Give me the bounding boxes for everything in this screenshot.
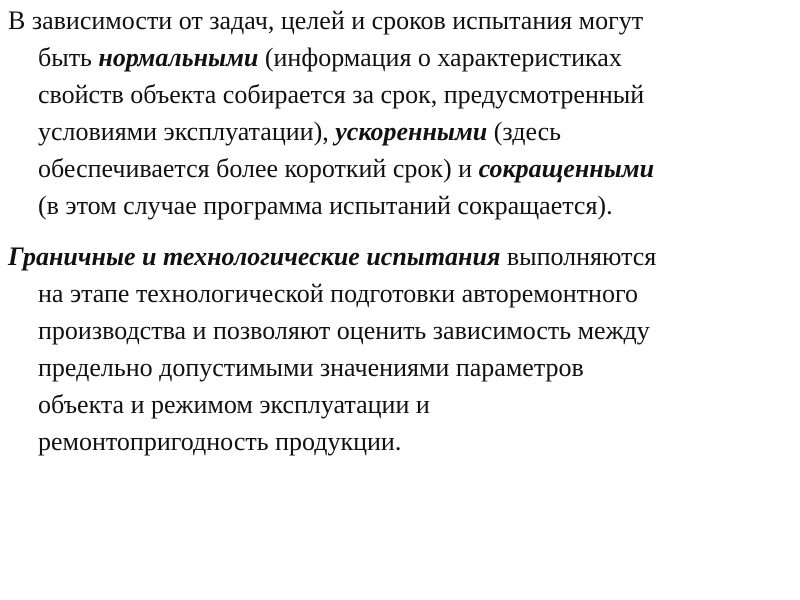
term-boundary-technological-tests: Граничные и технологические испытания — [8, 242, 501, 271]
text-line: Граничные и технологические испытания выполняются — [8, 242, 657, 271]
text-line: объекта и режимом эксплуатации и — [38, 390, 430, 419]
term-accelerated: ускоренными — [335, 117, 488, 146]
paragraph-test-types — [8, 2, 800, 224]
text-line: обеспечивается более короткий срок) и сокращенными — [38, 154, 655, 183]
text-line: быть нормальными (информация о характеристиках — [38, 43, 622, 72]
text-line: (в этом случае программа испытаний сокращается). — [38, 191, 613, 220]
text-line: ремонтопригодность продукции. — [38, 427, 402, 456]
term-normal: нормальными — [98, 43, 259, 72]
paragraph-boundary-tests — [8, 238, 800, 460]
text-line: В зависимости от задач, целей и сроков испытания могут — [8, 6, 644, 35]
term-reduced: сокращенными — [478, 154, 655, 183]
text-line: предельно допустимыми значениями параметров — [38, 353, 584, 382]
text-line: свойств объекта собирается за срок, предусмотренный — [38, 80, 645, 109]
text-line: на этапе технологической подготовки авторемонтного — [38, 279, 638, 308]
text-line: производства и позволяют оценить зависимость между — [38, 316, 650, 345]
text-line: условиями эксплуатации), ускоренными (здесь — [38, 117, 562, 146]
